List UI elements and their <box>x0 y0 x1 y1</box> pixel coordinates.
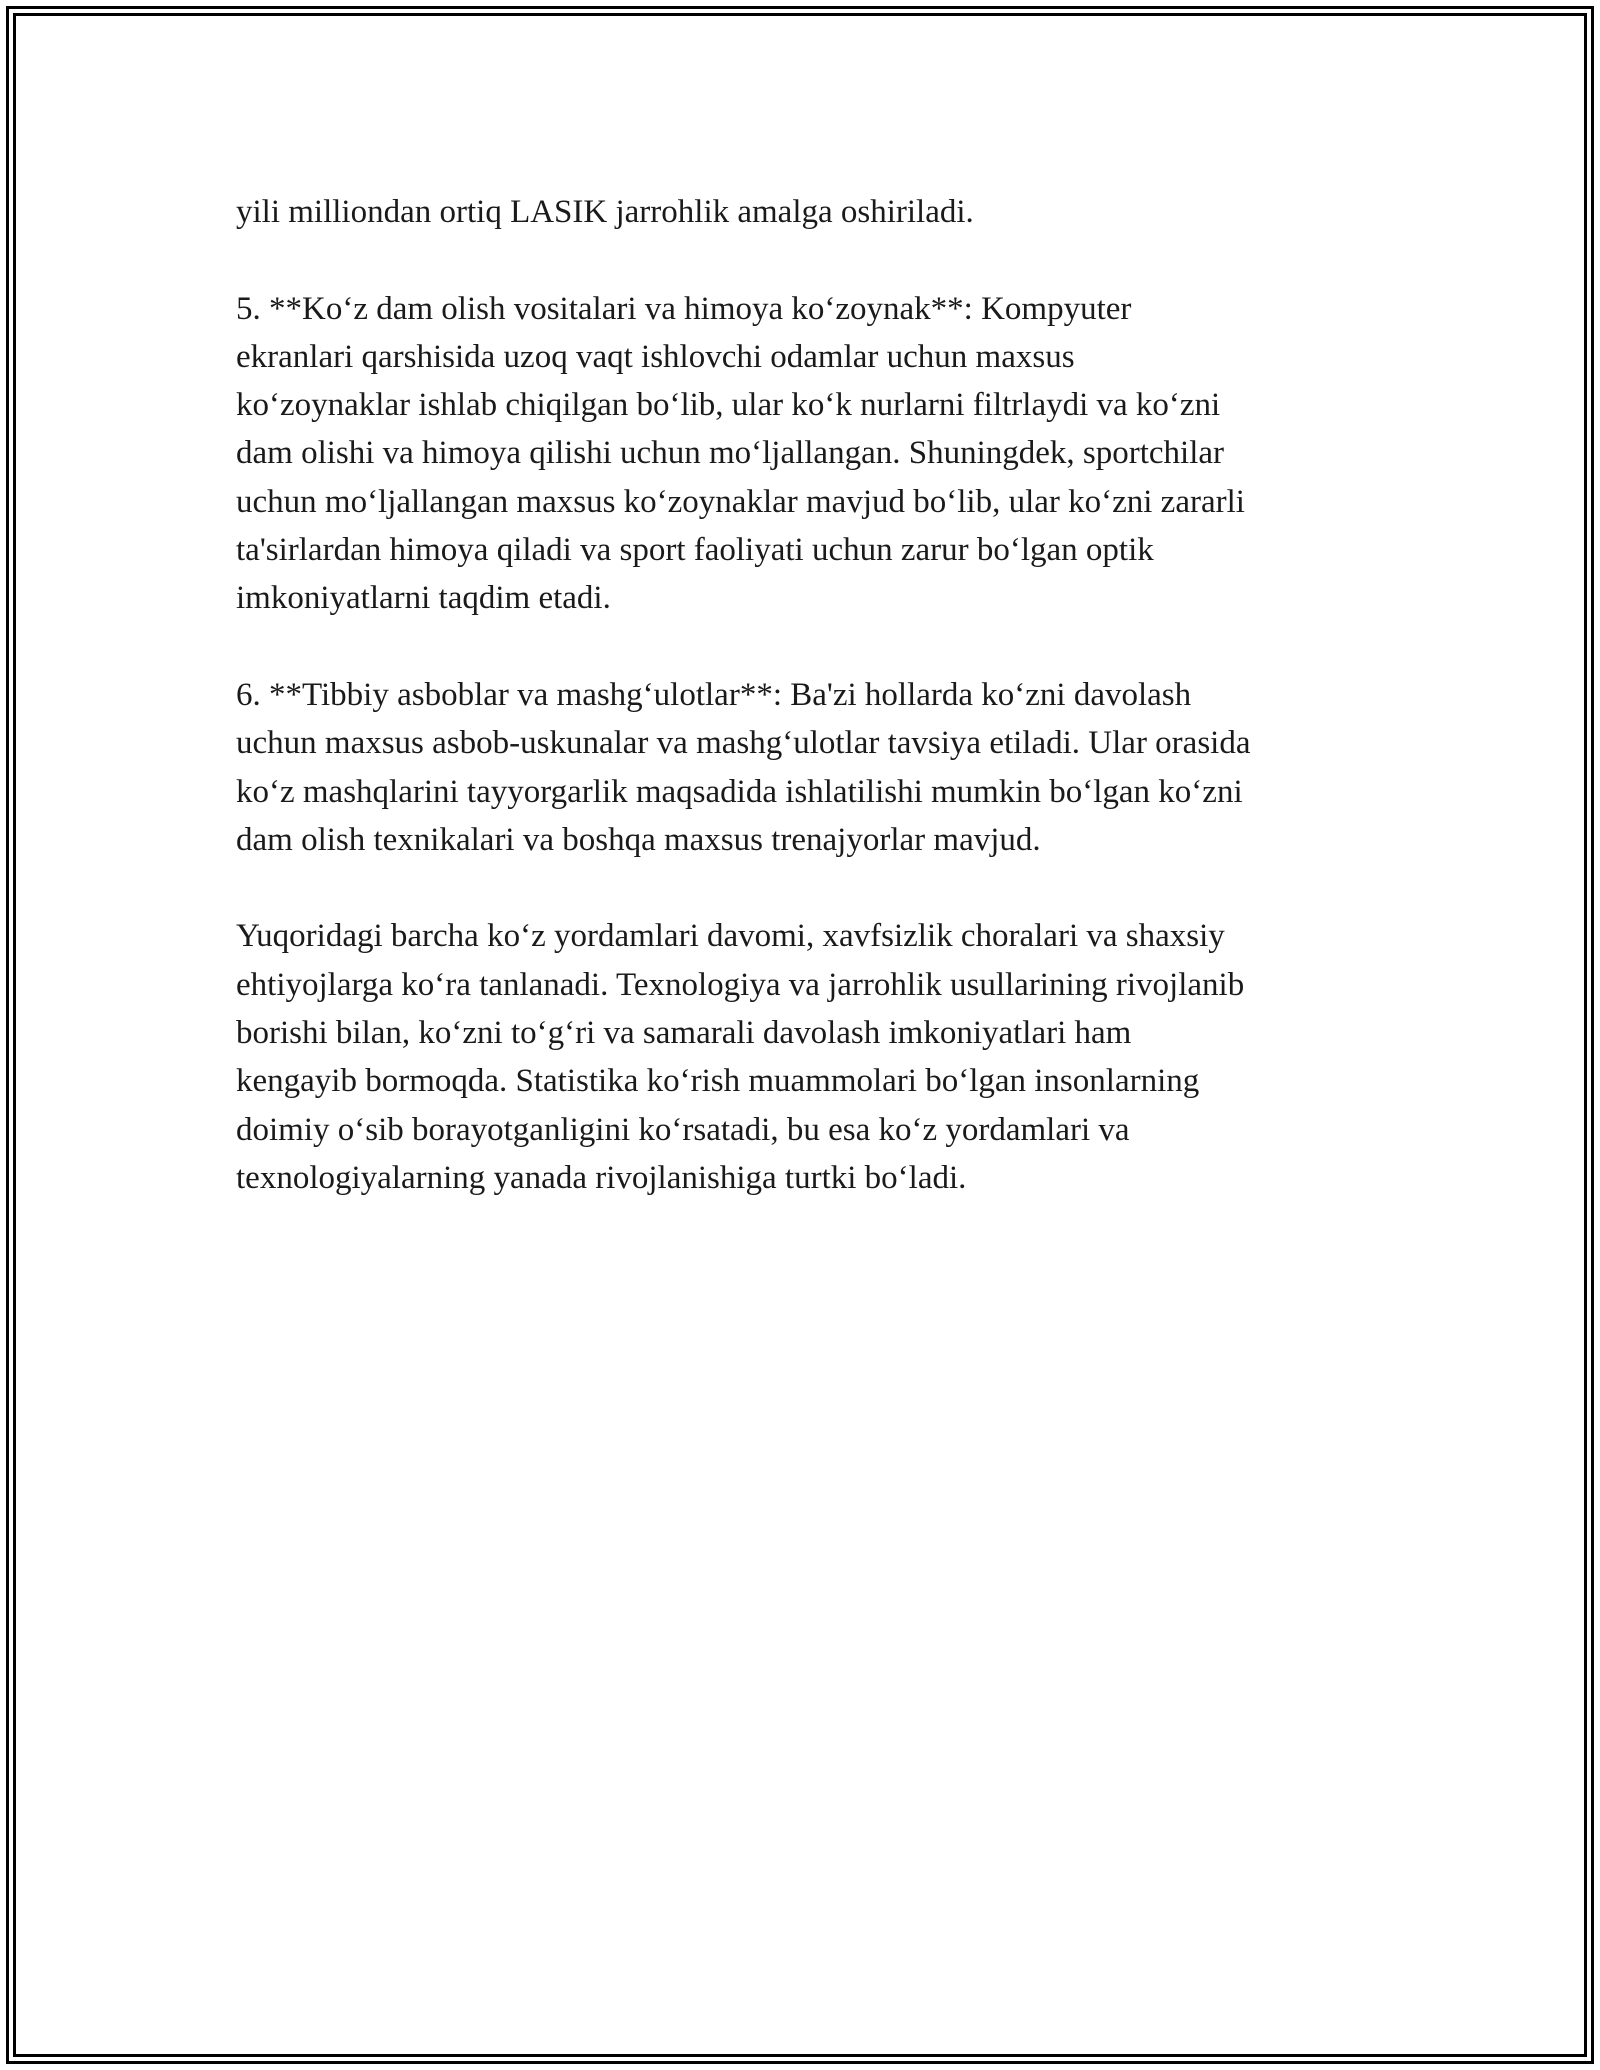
document-body <box>236 188 1372 1251</box>
paragraph-conclusion: Yuqoridagi barcha ko‘z yordamlari davomi, xavfsizlik choralari va shaxsiy ehtiyojlarga ko‘ra tanlanadi. Texnologiya va jarrohlik usullarining rivojlanib borishi bilan, ko‘zni to‘g‘ri va samarali davolash imkoniyatlari ham kengayib bormoqda. Statistika ko‘rish muammolari bo‘lgan insonlarning doimiy o‘sib borayotganligini ko‘rsatadi, bu esa ko‘z yordamlari va texnologiyalarning yanada rivojlanishiga turtki bo‘ladi. <box>236 918 1245 1196</box>
paragraph-item-6-medical-tools: 6. **Tibbiy asboblar va mashg‘ulotlar**: Ba'zi hollarda ko‘zni davolash uchun maxsus asbob-uskunalar va mashg‘ulotlar tavsiya etiladi. Ular orasida ko‘z mashqlarini tayyorgarlik maqsadida ishlatilishi mumkin bo‘lgan ko‘zni dam olish texnikalari va boshqa maxsus trenajyorlar mavjud. <box>236 676 1251 858</box>
paragraph-lasik-continuation: yili milliondan ortiq LASIK jarrohlik amalga oshiriladi. <box>236 194 974 230</box>
paragraph-item-5-eye-rest-glasses: 5. **Ko‘z dam olish vositalari va himoya ko‘zoynak**: Kompyuter ekranlari qarshisida uzoq vaqt ishlovchi odamlar uchun maxsus ko‘zoynaklar ishlab chiqilgan bo‘lib, ular ko‘k nurlarni filtrlaydi va ko‘zni dam olishi va himoya qilishi uchun mo‘ljallangan. Shuningdek, sportchilar uchun mo‘ljallangan maxsus ko‘zoynaklar mavjud bo‘lib, ular ko‘zni zararli ta'sirlardan himoya qiladi va sport faoliyati uchun zarur bo‘lgan optik imkoniyatlarni taqdim etadi. <box>236 290 1245 617</box>
